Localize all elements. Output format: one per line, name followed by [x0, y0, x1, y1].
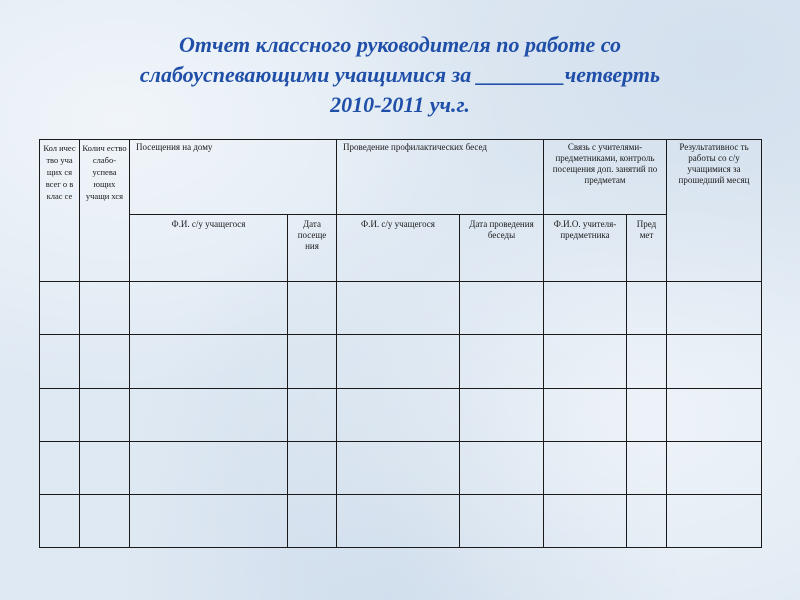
subheader-teacher-name: Ф.И.О. учителя-предметника: [544, 215, 627, 282]
table-cell: [80, 335, 130, 388]
table-cell: [667, 335, 762, 388]
table-cell: [460, 441, 544, 494]
table-cell: [544, 388, 627, 441]
table-cell: [544, 441, 627, 494]
table-cell: [288, 335, 337, 388]
table-cell: [130, 388, 288, 441]
table-cell: [288, 441, 337, 494]
table-cell: [288, 388, 337, 441]
header-row-2: [40, 215, 762, 282]
table-cell: [40, 335, 80, 388]
header-home-visits: Посещения на дому: [130, 140, 337, 215]
table-cell: [337, 494, 460, 547]
table-cell: [337, 441, 460, 494]
table-row: [40, 282, 762, 335]
table-cell: [460, 388, 544, 441]
table-row: [40, 494, 762, 547]
table-cell: [337, 335, 460, 388]
header-results: Результативнос ть работы со с/у учащимися за прошедший месяц: [667, 140, 762, 282]
table-cell: [544, 335, 627, 388]
header-weak-students: Колич ество слабо- успева ющих учащи хся: [80, 140, 130, 282]
subheader-home-visit-date: Дата посеще ния: [288, 215, 337, 282]
table-cell: [40, 282, 80, 335]
table-cell: [130, 282, 288, 335]
table-cell: [130, 441, 288, 494]
table-cell: [667, 282, 762, 335]
table-row: [40, 335, 762, 388]
table-body: [40, 282, 762, 548]
table-cell: [627, 388, 667, 441]
table-cell: [627, 441, 667, 494]
table-row: [40, 388, 762, 441]
title-line-3: 2010-2011 уч.г.: [330, 92, 470, 117]
table-cell: [627, 494, 667, 547]
subheader-subject: Пред мет: [627, 215, 667, 282]
header-teacher-contact: Связь с учителями-предметниками, контроль посещения доп. занятий по предметам: [544, 140, 667, 215]
subheader-prevention-student-name: Ф.И. с/у учащегося: [337, 215, 460, 282]
table-cell: [40, 388, 80, 441]
report-table: [39, 139, 762, 548]
table-cell: [80, 494, 130, 547]
table-cell: [460, 494, 544, 547]
table-cell: [460, 335, 544, 388]
header-row-1: [40, 140, 762, 215]
table-cell: [460, 282, 544, 335]
table-cell: [130, 335, 288, 388]
title-line-2: слабоуспевающими учащимися за ________четверть: [139, 62, 661, 87]
table-cell: [627, 282, 667, 335]
subheader-prevention-date: Дата проведения беседы: [460, 215, 544, 282]
table-cell: [80, 388, 130, 441]
table-cell: [667, 494, 762, 547]
table-cell: [667, 441, 762, 494]
table-row: [40, 441, 762, 494]
header-prevention-talks: Проведение профилактических бесед: [337, 140, 544, 215]
table-cell: [40, 494, 80, 547]
title-line-1: Отчет классного руководителя по работе со: [179, 32, 621, 57]
subheader-home-student-name: Ф.И. с/у учащегося: [130, 215, 288, 282]
table-cell: [337, 388, 460, 441]
table-cell: [288, 282, 337, 335]
table-cell: [544, 494, 627, 547]
table-cell: [288, 494, 337, 547]
table-cell: [337, 282, 460, 335]
table-cell: [627, 335, 667, 388]
table-cell: [40, 441, 80, 494]
header-total-students: Кол ичес тво уча щих ся всег о в клас се: [40, 140, 80, 282]
table-cell: [80, 282, 130, 335]
table-cell: [667, 388, 762, 441]
table-cell: [80, 441, 130, 494]
table-cell: [544, 282, 627, 335]
table-cell: [130, 494, 288, 547]
page-title: [20, 30, 780, 120]
